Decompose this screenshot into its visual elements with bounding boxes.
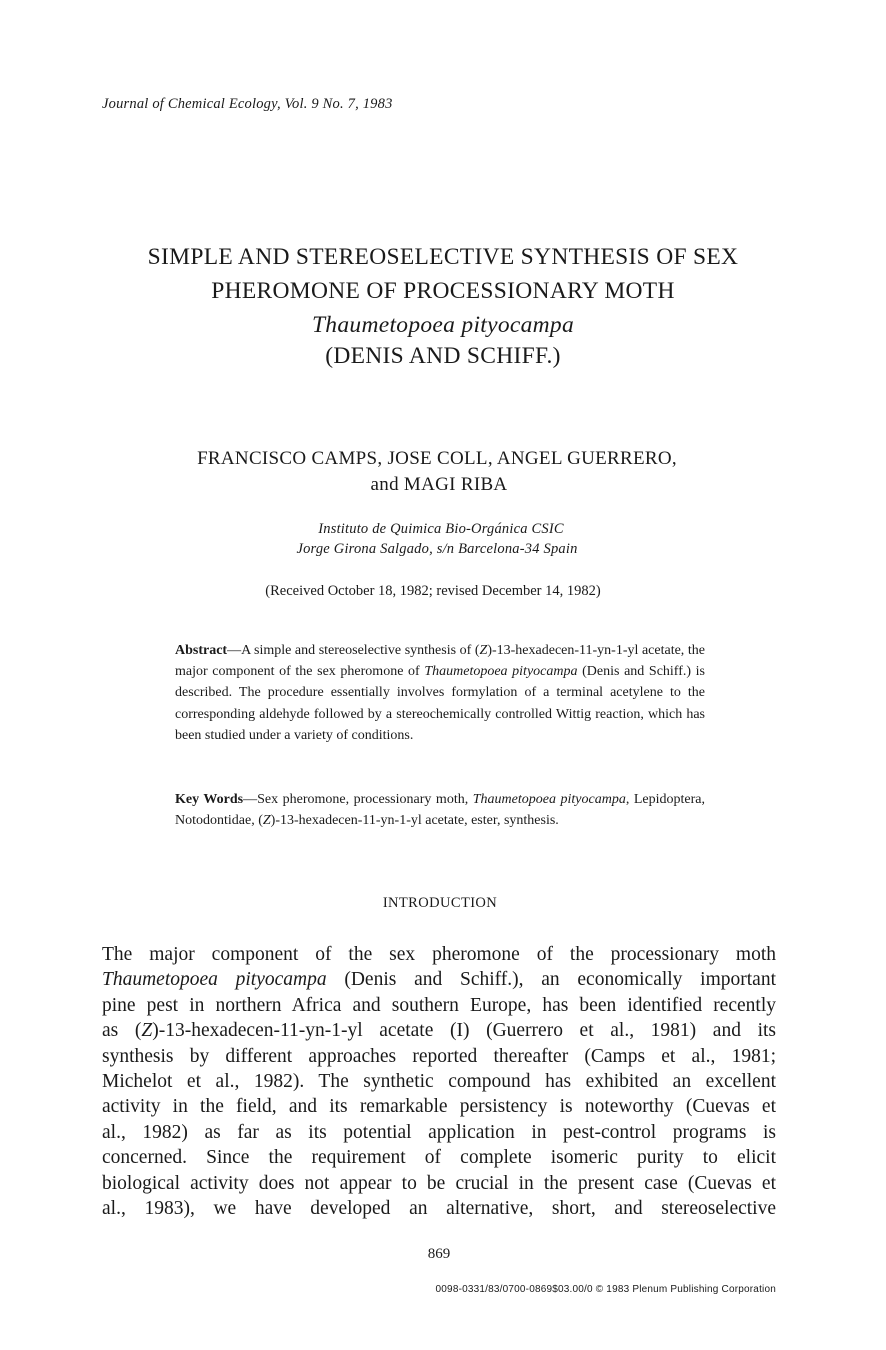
page-number: 869 bbox=[427, 1246, 451, 1262]
key-words-label: Key Words bbox=[175, 792, 244, 807]
abstract-label: Abstract bbox=[175, 643, 228, 658]
title-line-2: PHEROMONE OF PROCESSIONARY MOTH bbox=[211, 278, 675, 304]
title-species: Thaumetopoea pityocampa bbox=[311, 312, 575, 338]
journal-citation: Journal of Chemical Ecology, Vol. 9 No. 7, 1983 bbox=[102, 96, 393, 112]
key-words: Key Words—Sex pheromone, processionary moth, Thaumetopoea pityocampa, Lepidoptera, Notodontidae, (Z)-13-hexadecen-11-yn-1-yl acetate, ester, synthesis. bbox=[175, 792, 706, 829]
key-words-species: Thaumetopoea pityocampa bbox=[472, 792, 626, 807]
title-line-4: (DENIS AND SCHIFF.) bbox=[325, 343, 561, 369]
abstract: Abstract—A simple and stereoselective synthesis of (Z)-13-hexadecen-11-yn-1-yl acetate, the major component of the sex pheromone of Thaumetopoea pityocampa (Denis and Schiff.) is described. The procedure essentially involves formylation of a terminal acetylene to the corresponding aldehyde followed by a stereochemically controlled Wittig reaction, which has been studied under a variety of conditions. bbox=[175, 643, 706, 743]
body-line: Thaumetopoea pityocampa (Denis and Schiff.), an economically important bbox=[102, 969, 776, 991]
body-line: concerned. Since the requirement of complete isomeric purity to elicit bbox=[102, 1147, 776, 1169]
body-line: as (Z)-13-hexadecen-11-yn-1-yl acetate (I) (Guerrero et al., 1981) and its bbox=[102, 1020, 776, 1042]
affiliation-line-1: Instituto de Quimica Bio-Orgánica CSIC bbox=[318, 521, 564, 537]
introduction-body bbox=[102, 942, 776, 1221]
body-line: al., 1983), we have developed an alternative, short, and stereoselective bbox=[102, 1198, 776, 1220]
body-line: activity in the field, and its remarkable persistency is noteworthy (Cuevas et bbox=[102, 1096, 776, 1118]
authors-line-2: and MAGI RIBA bbox=[370, 474, 508, 495]
body-line: synthesis by different approaches reported thereafter (Camps et al., 1981; bbox=[102, 1045, 776, 1067]
copyright-footer: 0098-0331/83/0700-0869$03.00/0 © 1983 Plenum Publishing Corporation bbox=[435, 1284, 776, 1295]
received-dates: (Received October 18, 1982; revised December 14, 1982) bbox=[265, 583, 601, 599]
title-line-1: SIMPLE AND STEREOSELECTIVE SYNTHESIS OF SEX bbox=[147, 244, 739, 270]
affiliation-line-2: Jorge Girona Salgado, s/n Barcelona-34 Spain bbox=[296, 541, 578, 557]
body-line: Michelot et al., 1982). The synthetic compound has exhibited an excellent bbox=[102, 1071, 776, 1093]
authors-line-1: FRANCISCO CAMPS, JOSE COLL, ANGEL GUERRERO, bbox=[197, 448, 677, 469]
body-line: al., 1982) as far as its potential application in pest-control programs is bbox=[102, 1121, 776, 1143]
abstract-species: Thaumetopoea pityocampa bbox=[424, 664, 578, 680]
body-line: pine pest in northern Africa and southern Europe, has been identified recently bbox=[102, 994, 776, 1016]
body-line: The major component of the sex pheromone of the processionary moth bbox=[102, 944, 776, 965]
introduction-heading: INTRODUCTION bbox=[382, 895, 498, 911]
body-line: biological activity does not appear to be crucial in the present case (Cuevas et bbox=[102, 1172, 776, 1194]
